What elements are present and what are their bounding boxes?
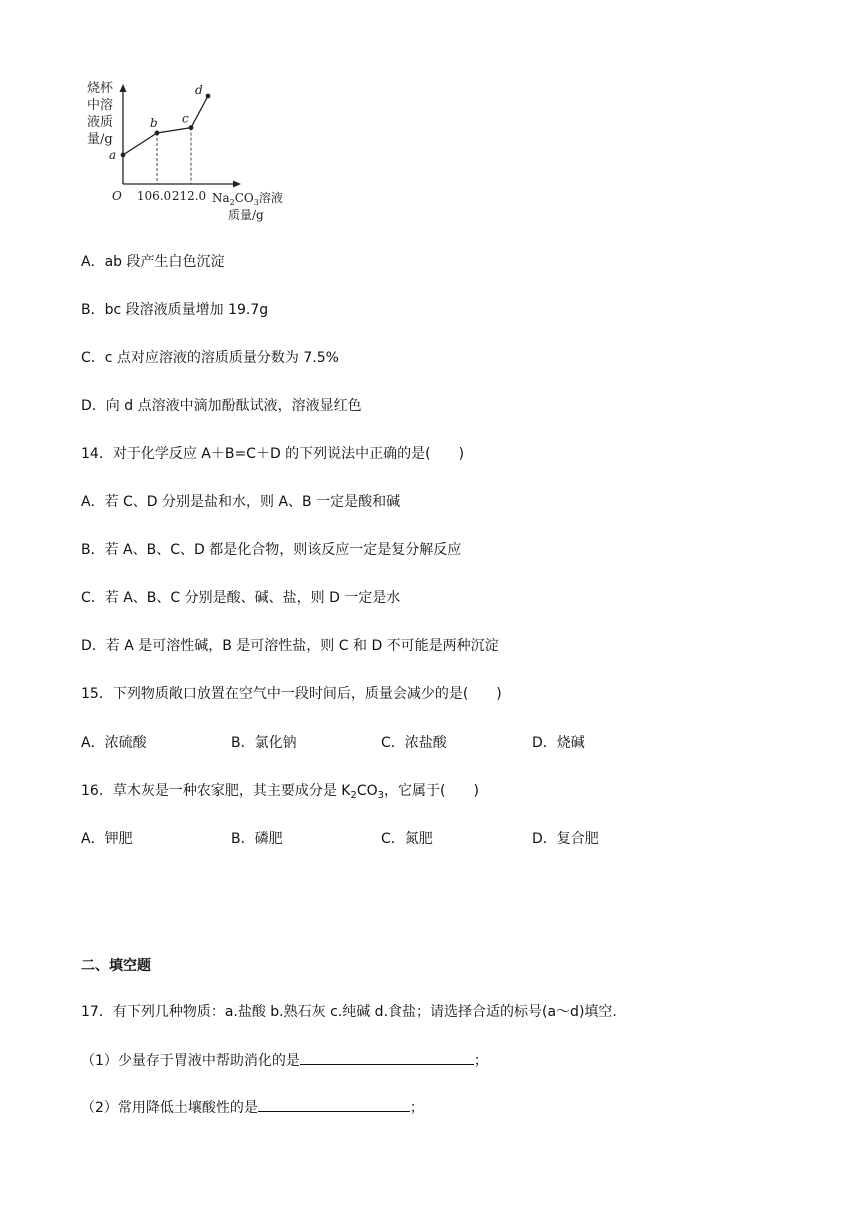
series-line	[123, 96, 208, 155]
q14-stem: 14．对于化学反应 A＋B=C＋D 的下列说法中正确的是( )	[81, 446, 465, 462]
q13-option-c: C．c 点对应溶液的溶质质量分数为 7.5%	[81, 350, 339, 366]
q16-option-d: D．复合肥	[532, 831, 599, 847]
q16-option-a: A．钾肥	[81, 831, 133, 847]
q17-sub-2: （2）常用降低土壤酸性的是 ；	[81, 1097, 424, 1118]
q15-option-a: A．浓硫酸	[81, 735, 147, 751]
x-axis-label-line-2: 质量/g	[228, 208, 264, 222]
point-label-a: a	[109, 147, 117, 162]
point-d	[206, 94, 211, 99]
section-2-title: 二、填空题	[81, 958, 151, 974]
q13-option-b: B．bc 段溶液质量增加 19.7g	[81, 302, 269, 318]
q15-option-c: C．浓盐酸	[381, 735, 447, 751]
q14-option-d: D．若 A 是可溶性碱，B 是可溶性盐，则 C 和 D 不可能是两种沉淀	[81, 638, 499, 654]
origin-label: O	[112, 189, 122, 203]
x-tick-label-2: 212.0	[171, 189, 207, 203]
q13-option-d: D．向 d 点溶液中滴加酚酞试液，溶液显红色	[81, 398, 362, 414]
x-tick-label-1: 106.0	[136, 189, 172, 203]
q16-stem: 16．草木灰是一种农家肥，其主要成分是 $K_2CO_3$，它属于( )	[81, 783, 479, 801]
q13-option-a: A．ab 段产生白色沉淀	[81, 254, 225, 270]
solution-mass-graph	[80, 78, 283, 228]
point-label-d: d	[195, 83, 203, 97]
q16-option-b: B．磷肥	[231, 831, 283, 847]
y-axis-arrow	[120, 84, 127, 92]
q14-option-a: A．若 C、D 分别是盐和水，则 A、B 一定是酸和碱	[81, 494, 401, 510]
x-axis-arrow	[233, 181, 241, 188]
q15-option-b: B．氯化钠	[231, 735, 297, 751]
q15-stem: 15．下列物质敞口放置在空气中一段时间后，质量会减少的是( )	[81, 686, 502, 702]
x-axis-label-line-1: $Na_2CO_3$溶液	[212, 191, 283, 207]
y-axis-label-line-4: 量/g	[87, 132, 113, 147]
q14-option-c: C．若 A、B、C 分别是酸、碱、盐，则 D 一定是水	[81, 590, 401, 606]
point-c	[189, 125, 194, 130]
q14-option-b: B．若 A、B、C、D 都是化合物，则该反应一定是复分解反应	[81, 542, 462, 558]
answer-blank-1[interactable]	[300, 1050, 474, 1065]
q17-stem: 17．有下列几种物质：a.盐酸 b.熟石灰 c.纯碱 d.食盐；请选择合适的标号(a～d)填空.	[81, 1004, 617, 1020]
y-axis-label-line-3: 液质	[87, 115, 114, 130]
point-label-b: b	[150, 115, 158, 130]
point-b	[155, 131, 160, 136]
q15-option-d: D．烧碱	[532, 735, 585, 751]
q17-sub-1: （1）少量存于胃液中帮助消化的是 ；	[81, 1050, 488, 1071]
q16-option-c: C．氮肥	[381, 831, 433, 847]
point-a	[121, 153, 126, 158]
answer-blank-2[interactable]	[258, 1097, 410, 1112]
point-label-c: c	[182, 111, 189, 126]
y-axis-label-line-1: 烧杯	[87, 81, 114, 96]
y-axis-label-line-2: 中溶	[87, 98, 114, 113]
